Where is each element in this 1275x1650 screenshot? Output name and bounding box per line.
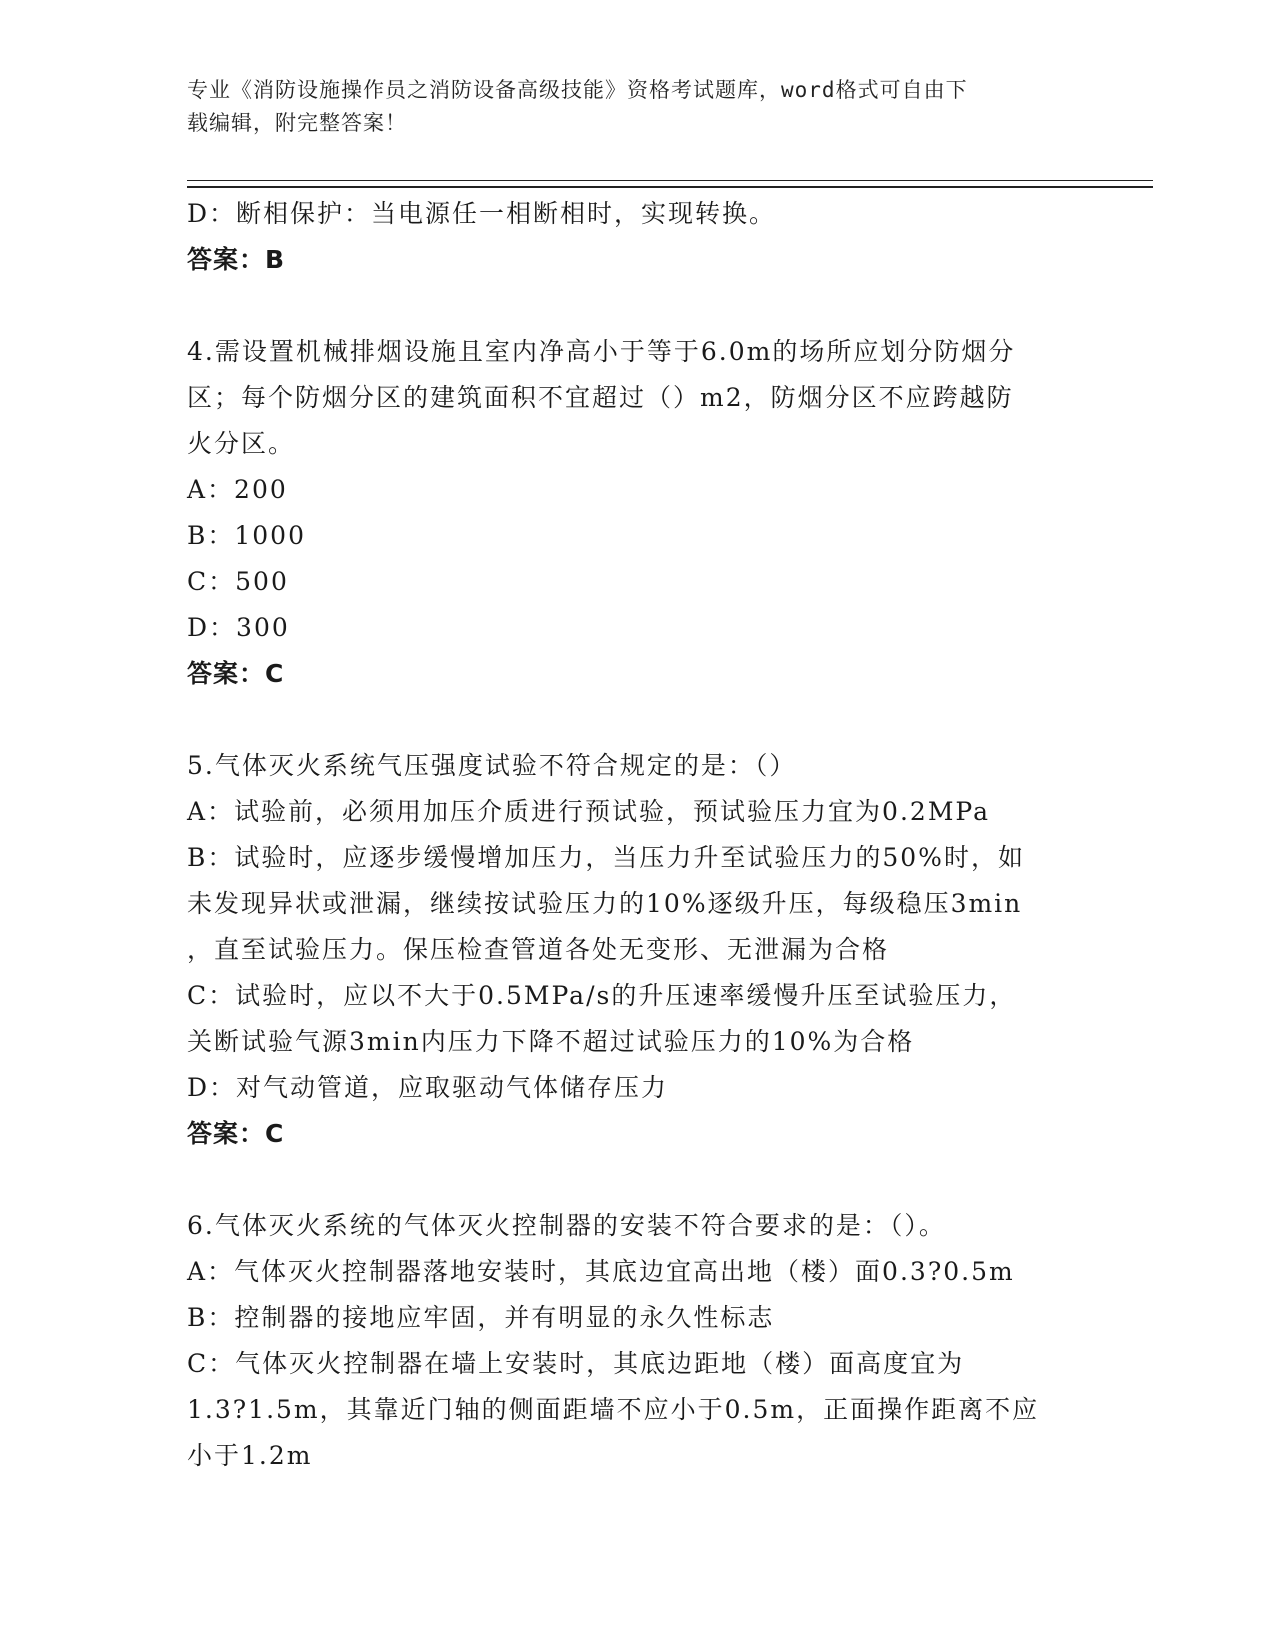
option-b-continued: ，直至试验压力。保压检查管道各处无变形、无泄漏为合格 xyxy=(187,935,890,964)
question-6 xyxy=(187,1203,1087,1479)
question-stem-line: 4.需设置机械排烟设施且室内净高小于等于6.0m的场所应划分防烟分 xyxy=(187,337,1016,366)
option-b: B：试验时，应逐步缓慢增加压力，当压力升至试验压力的50%时，如 xyxy=(187,843,1025,872)
question-stem-line: 5.气体灭火系统气压强度试验不符合规定的是：（） xyxy=(187,751,797,780)
previous-question-tail xyxy=(187,191,1087,283)
option-a: A：试验前，必须用加压介质进行预试验，预试验压力宜为0.2MPa xyxy=(187,797,991,826)
answer: 答案：C xyxy=(187,659,285,688)
header-line-2: 载编辑，附完整答案！ xyxy=(187,111,407,135)
option-d: D：对气动管道，应取驱动气体储存压力 xyxy=(187,1073,669,1102)
answer: 答案：C xyxy=(187,1119,285,1148)
spacer xyxy=(187,1157,1087,1203)
option-a: A：气体灭火控制器落地安装时，其底边宜高出地（楼）面0.3?0.5m xyxy=(187,1257,1015,1286)
question-5 xyxy=(187,743,1087,1157)
header-line-1: 专业《消防设施操作员之消防设备高级技能》资格考试题库，word格式可自由下 xyxy=(187,78,968,102)
option-b: B：控制器的接地应牢固，并有明显的永久性标志 xyxy=(187,1303,775,1332)
option-b: B：1000 xyxy=(187,521,306,550)
option-c: C：500 xyxy=(187,567,289,596)
header-divider xyxy=(187,180,1153,188)
question-4 xyxy=(187,329,1087,697)
spacer xyxy=(187,283,1087,329)
answer: 答案：B xyxy=(187,245,286,274)
question-stem-line: 区；每个防烟分区的建筑面积不宜超过（）m2，防烟分区不应跨越防 xyxy=(187,383,1014,412)
option-c-continued: 1.3?1.5m，其靠近门轴的侧面距墙不应小于0.5m，正面操作距离不应 xyxy=(187,1395,1040,1424)
document-body xyxy=(187,191,1087,1479)
option-c-continued: 关断试验气源3min内压力下降不超过试验压力的10%为合格 xyxy=(187,1027,915,1056)
option-b-continued: 未发现异状或泄漏，继续按试验压力的10%逐级升压，每级稳压3min xyxy=(187,889,1023,918)
option-c-continued: 小于1.2m xyxy=(187,1441,313,1470)
option-c: C：气体灭火控制器在墙上安装时，其底边距地（楼）面高度宜为 xyxy=(187,1349,965,1378)
option-a: A：200 xyxy=(187,475,288,504)
option-c: C：试验时，应以不大于0.5MPa/s的升压速率缓慢升压至试验压力， xyxy=(187,981,1017,1010)
spacer xyxy=(187,697,1087,743)
option-d: D：300 xyxy=(187,613,290,642)
option-d: D：断相保护：当电源任一相断相时，实现转换。 xyxy=(187,199,777,228)
page-header xyxy=(187,74,1087,140)
question-stem-line: 火分区。 xyxy=(187,429,296,458)
question-stem-line: 6.气体灭火系统的气体灭火控制器的安装不符合要求的是：（）。 xyxy=(187,1211,946,1240)
